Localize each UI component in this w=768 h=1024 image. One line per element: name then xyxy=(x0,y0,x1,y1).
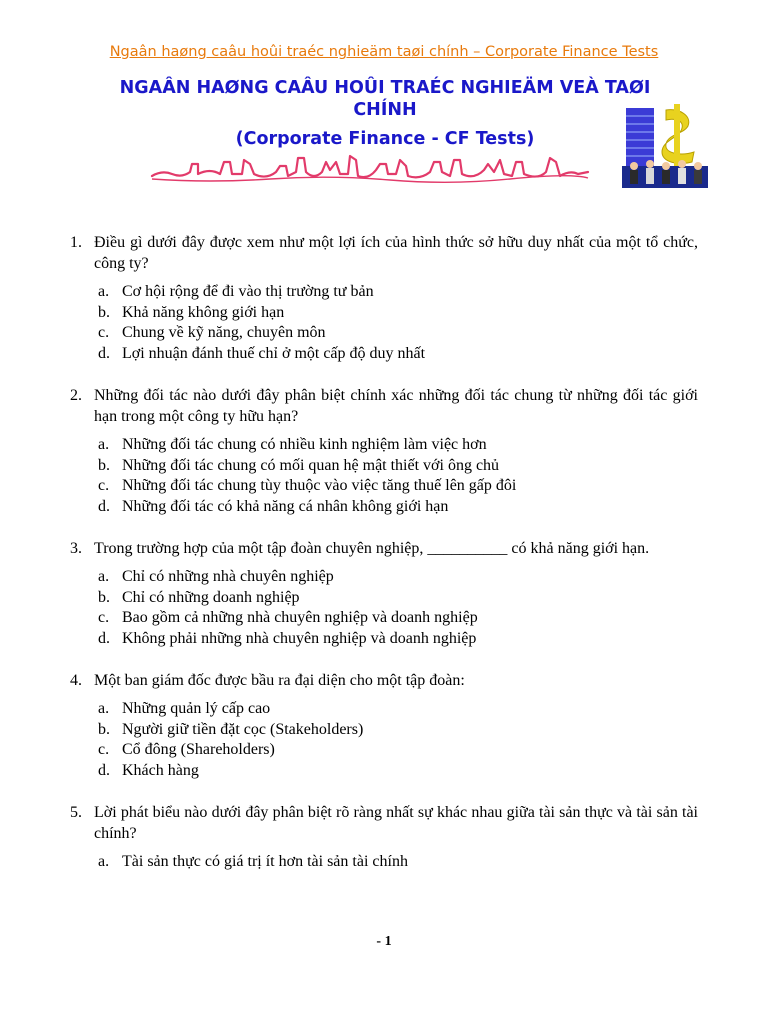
skyline-decoration xyxy=(150,152,590,186)
question-text: Trong trường hợp của một tập đoàn chuyên nghiệp, __________ có khả năng giới hạn. xyxy=(94,540,650,557)
question-list xyxy=(70,232,698,894)
business-people-dollar-clipart xyxy=(622,104,708,188)
question-3 xyxy=(70,538,698,649)
option-list xyxy=(70,699,698,781)
option-list xyxy=(70,852,698,873)
option-a xyxy=(70,699,698,720)
option-text: Cơ hội rộng để đi vào thị trường tư bản xyxy=(122,283,374,300)
option-b xyxy=(70,456,698,477)
option-text: Lợi nhuận đánh thuế chỉ ở một cấp độ duy nhất xyxy=(122,344,426,362)
option-b xyxy=(70,720,698,741)
question-number: 2. xyxy=(70,387,82,404)
option-text: Những đối tác chung có nhiều kinh nghiệm làm việc hơn xyxy=(122,436,487,453)
question-text: Những đối tác nào dưới đây phân biệt chính xác những đối tác chung từ những đối tác giới hạn trong một công ty hữu hạn? xyxy=(94,387,698,425)
option-c xyxy=(70,740,698,761)
option-text: Chỉ có những doanh nghiệp xyxy=(122,588,300,606)
option-a xyxy=(70,852,698,873)
option-letter: b. xyxy=(98,588,110,606)
question-number: 3. xyxy=(70,540,82,557)
question-1 xyxy=(70,232,698,364)
option-b xyxy=(70,588,698,609)
option-letter: a. xyxy=(98,283,110,300)
option-d xyxy=(70,629,698,650)
option-letter: a. xyxy=(98,436,110,453)
option-text: Những đối tác chung tùy thuộc vào việc tăng thuế lên gấp đôi xyxy=(122,477,517,494)
option-b xyxy=(70,303,698,324)
option-letter: c. xyxy=(98,324,110,341)
option-text: Những đối tác có khả năng cá nhân không giới hạn xyxy=(122,497,449,515)
option-letter: c. xyxy=(98,741,110,758)
option-letter: c. xyxy=(98,477,110,494)
running-header: Ngaân haøng caâu hoûi traéc nghieäm taøi chính – Corporate Finance Tests xyxy=(109,44,659,60)
question-5 xyxy=(70,802,698,873)
option-text: Tài sản thực có giá trị ít hơn tài sản tài chính xyxy=(122,853,408,870)
option-text: Chung về kỹ năng, chuyên môn xyxy=(122,324,326,341)
option-text: Những quản lý cấp cao xyxy=(122,700,271,717)
page-number: - 1 xyxy=(376,934,392,949)
option-text: Khách hàng xyxy=(122,761,199,779)
option-list xyxy=(70,282,698,364)
option-d xyxy=(70,497,698,518)
option-text: Người giữ tiền đặt cọc (Stakeholders) xyxy=(122,720,364,738)
document-subtitle: (Corporate Finance - CF Tests) xyxy=(235,129,535,149)
question-number: 4. xyxy=(70,672,82,689)
option-letter: d. xyxy=(98,497,110,515)
option-letter: a. xyxy=(98,568,110,585)
option-letter: a. xyxy=(98,853,110,870)
question-number: 5. xyxy=(70,804,82,821)
option-c xyxy=(70,476,698,497)
option-d xyxy=(70,761,698,782)
question-text: Lời phát biểu nào dưới đây phân biệt rõ ràng nhất sự khác nhau giữa tài sản thực và tài sản tài chính? xyxy=(94,804,698,842)
option-list xyxy=(70,435,698,517)
question-2 xyxy=(70,385,698,517)
document-title: NGAÂN HAØNG CAÂU HOÛI TRAÉC NGHIEÄM VEÀ TAØI CHÍNH xyxy=(119,78,651,120)
option-text: Cổ đông (Shareholders) xyxy=(122,741,275,758)
question-number: 1. xyxy=(70,234,82,251)
option-d xyxy=(70,344,698,365)
option-letter: d. xyxy=(98,761,110,779)
option-a xyxy=(70,282,698,303)
option-letter: b. xyxy=(98,456,110,474)
option-list xyxy=(70,567,698,649)
option-letter: b. xyxy=(98,303,110,321)
option-a xyxy=(70,435,698,456)
option-text: Bao gồm cả những nhà chuyên nghiệp và doanh nghiệp xyxy=(122,609,478,626)
option-text: Những đối tác chung có mối quan hệ mật thiết với ông chủ xyxy=(122,456,500,474)
question-text: Điều gì dưới đây được xem như một lợi ích của hình thức sở hữu duy nhất của một tổ chức, công ty? xyxy=(94,234,698,272)
option-c xyxy=(70,323,698,344)
option-letter: d. xyxy=(98,344,110,362)
option-text: Chỉ có những nhà chuyên nghiệp xyxy=(122,568,334,585)
option-text: Không phải những nhà chuyên nghiệp và doanh nghiệp xyxy=(122,629,477,647)
option-letter: b. xyxy=(98,720,110,738)
option-letter: c. xyxy=(98,609,110,626)
question-4 xyxy=(70,670,698,781)
option-a xyxy=(70,567,698,588)
question-text: Một ban giám đốc được bầu ra đại diện cho một tập đoàn: xyxy=(94,672,465,689)
option-letter: a. xyxy=(98,700,110,717)
option-c xyxy=(70,608,698,629)
option-text: Khả năng không giới hạn xyxy=(122,303,285,321)
option-letter: d. xyxy=(98,629,110,647)
